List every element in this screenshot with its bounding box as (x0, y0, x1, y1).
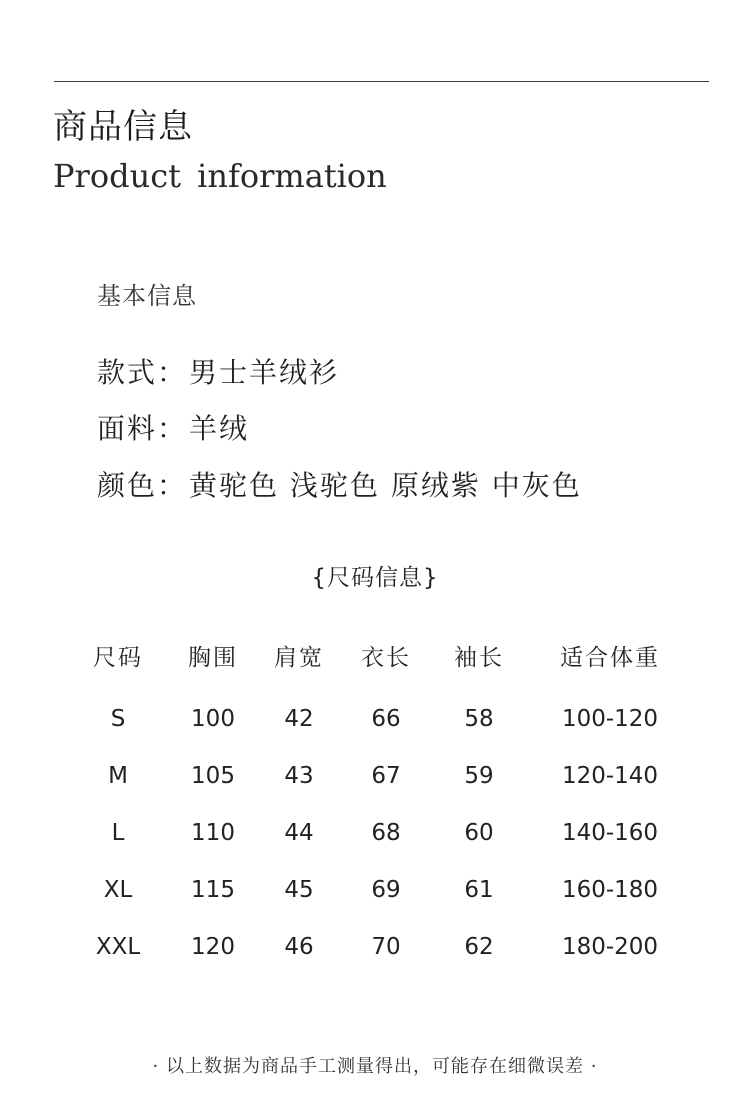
page-title: 商品信息 (53, 107, 193, 147)
table-cell-weight: 100-120 (561, 706, 659, 732)
table-cell-weight: 180-200 (561, 934, 659, 960)
table-cell-chest: 120 (191, 934, 235, 960)
table-cell-weight: 140-160 (561, 820, 659, 846)
table-cell-chest: 100 (191, 706, 235, 732)
table-cell-chest: 115 (191, 877, 235, 903)
table-cell-length: 68 (371, 820, 401, 846)
table-header-cell: 尺码 (93, 645, 143, 671)
table-cell-shoulder: 43 (284, 763, 314, 789)
measurement-footnote: · 以上数据为商品手工测量得出，可能存在细微误差 · (152, 1056, 598, 1077)
table-cell-length: 67 (371, 763, 401, 789)
table-cell-sleeve: 58 (464, 706, 494, 732)
table-header-cell: 袖长 (454, 645, 504, 671)
table-cell-shoulder: 45 (284, 877, 314, 903)
table-cell-size: XXL (95, 934, 141, 960)
page-subtitle: Product information (53, 157, 387, 195)
table-cell-chest: 110 (191, 820, 235, 846)
table-cell-size: S (110, 706, 126, 732)
table-header-cell: 肩宽 (274, 645, 324, 671)
table-cell-sleeve: 62 (464, 934, 494, 960)
spec-label-style: 款式： (97, 356, 188, 389)
spec-label-color: 颜色： (97, 469, 188, 502)
table-header-cell: 衣长 (361, 645, 411, 671)
table-cell-sleeve: 59 (464, 763, 494, 789)
spec-row-color (97, 468, 582, 504)
table-cell-weight: 160-180 (561, 877, 659, 903)
table-cell-size: XL (103, 877, 133, 903)
spec-row-style (97, 355, 339, 391)
table-cell-chest: 105 (191, 763, 235, 789)
table-cell-shoulder: 42 (284, 706, 314, 732)
top-divider (54, 81, 709, 82)
table-cell-shoulder: 46 (284, 934, 314, 960)
spec-value-fabric: 羊绒 (189, 412, 250, 445)
table-cell-size: L (111, 820, 125, 846)
table-cell-weight: 120-140 (561, 763, 659, 789)
table-cell-length: 70 (371, 934, 401, 960)
size-info-title: {尺码信息} (311, 565, 439, 591)
table-cell-sleeve: 60 (464, 820, 494, 846)
basic-info-label: 基本信息 (97, 282, 197, 310)
table-header-cell: 适合体重 (560, 645, 660, 671)
spec-value-style: 男士羊绒衫 (189, 356, 340, 389)
table-cell-length: 66 (371, 706, 401, 732)
table-cell-sleeve: 61 (464, 877, 494, 903)
table-cell-size: M (108, 763, 128, 789)
table-header-cell: 胸围 (188, 645, 238, 671)
spec-value-color: 黄驼色 浅驼色 原绒紫 中灰色 (189, 469, 582, 502)
table-cell-length: 69 (371, 877, 401, 903)
spec-row-fabric (97, 411, 249, 447)
spec-label-fabric: 面料： (97, 412, 188, 445)
table-cell-shoulder: 44 (284, 820, 314, 846)
